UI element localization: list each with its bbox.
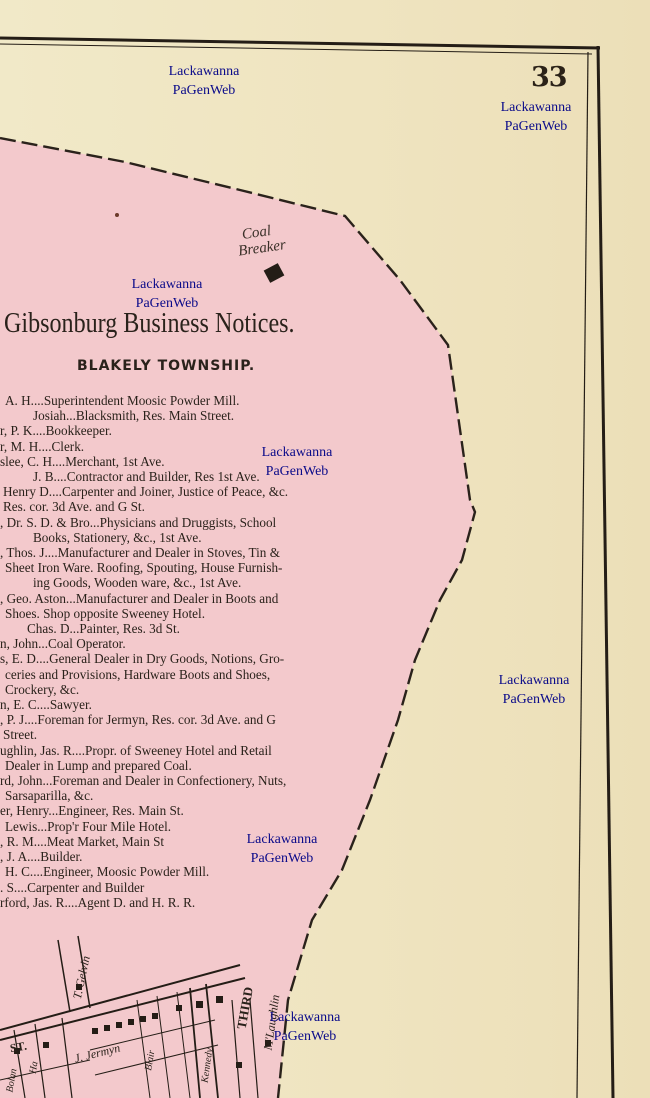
notice-entry: , Dr. S. D. & Bro...Physicians and Druggists, School <box>0 514 277 530</box>
notice-entry: Sarsaparilla, &c. <box>5 788 94 804</box>
notice-entry: r, P. K....Bookkeeper. <box>0 423 112 439</box>
coal-label: Coal <box>240 222 273 243</box>
watermark: Lackawanna PaGenWeb <box>498 673 570 707</box>
right-border-inner <box>577 52 588 1098</box>
notice-entry: n, E. C....Sawyer. <box>0 697 92 713</box>
street-label-misc2: Bolan <box>4 1067 20 1094</box>
notice-entry: Dealer in Lump and prepared Coal. <box>5 757 192 773</box>
watermark: Lackawanna PaGenWeb <box>261 445 333 479</box>
notice-entry: Josiah...Blacksmith, Res. Main Street. <box>33 408 235 424</box>
notice-entry: Chas. D...Painter, Res. 3d St. <box>27 621 180 637</box>
notice-entry: rd, John...Foreman and Dealer in Confectionery, Nuts, <box>0 773 287 789</box>
notice-entry: , Thos. J....Manufacturer and Dealer in Stoves, Tin & <box>0 545 280 561</box>
watermark: Lackawanna PaGenWeb <box>246 832 318 866</box>
notice-entry: Res. cor. 3d Ave. and G St. <box>3 499 145 515</box>
notice-entry: Street. <box>3 727 38 743</box>
notice-entry: , J. A....Builder. <box>0 849 83 865</box>
notice-entry: . S....Carpenter and Builder <box>0 879 145 895</box>
notice-entry: r, M. H....Clerk. <box>0 438 85 454</box>
notice-entry: Henry D....Carpenter and Joiner, Justice of Peace, &c. <box>3 484 289 500</box>
right-border <box>598 46 613 1098</box>
notice-entry: H. C....Engineer, Moosic Powder Mill. <box>5 864 210 880</box>
notice-entry: rford, Jas. R....Agent D. and H. R. R. <box>0 894 196 910</box>
notice-entry: s, E. D....General Dealer in Dry Goods, Notions, Gro- <box>0 651 285 667</box>
map-dot <box>115 213 119 217</box>
notice-entry: Shoes. Shop opposite Sweeney Hotel. <box>5 605 205 621</box>
notice-entry: , R. M....Meat Market, Main St <box>0 833 165 849</box>
notice-entry: ughlin, Jas. R....Propr. of Sweeney Hotel and Retail <box>0 742 272 758</box>
notice-entry: slee, C. H....Merchant, 1st Ave. <box>0 453 165 469</box>
watermark: Lackawanna PaGenWeb <box>131 277 203 311</box>
watermark: Lackawanna PaGenWeb <box>269 1010 341 1044</box>
street-label-kennedy: Kennedy <box>199 1047 216 1084</box>
watermark: Lackawanna PaGenWeb <box>500 100 572 134</box>
notice-entry: Sheet Iron Ware. Roofing, Spouting, House Furnish- <box>5 560 283 576</box>
street-label-jermyn: J. Jermyn <box>72 1040 122 1066</box>
notice-entry: A. H....Superintendent Moosic Powder Mill. <box>5 393 240 408</box>
notice-entry: ing Goods, Wooden ware, &c., 1st Ave. <box>33 575 242 591</box>
top-border <box>0 38 600 48</box>
notices-title: Gibsonburg Business Notices. <box>4 308 295 339</box>
notice-entry: ceries and Provisions, Hardware Boots and Shoes, <box>5 666 271 682</box>
street-label-st: ST. <box>8 1038 28 1056</box>
street-label-gelvin: T. Gelvin <box>70 954 93 1001</box>
notice-entry: , P. J....Foreman for Jermyn, Res. cor. 3d Ave. and G <box>0 712 276 728</box>
notice-entry: er, Henry...Engineer, Res. Main St. <box>0 803 184 819</box>
page-number: 33 <box>531 62 567 93</box>
notice-entry: , Geo. Aston...Manufacturer and Dealer in Boots and <box>0 590 279 606</box>
street-label-misc1: Ha <box>27 1060 41 1075</box>
watermark: Lackawanna PaGenWeb <box>168 64 240 98</box>
street-label-third: THIRD <box>233 985 256 1031</box>
street-label-blair: Blair <box>143 1049 158 1072</box>
notices-subtitle: BLAKELY TOWNSHIP. <box>77 358 256 374</box>
breaker-label: Breaker <box>237 237 287 260</box>
notice-entry: n, John...Coal Operator. <box>0 636 126 652</box>
notice-entry: J. B....Contractor and Builder, Res 1st Ave. <box>33 469 260 485</box>
street-label-mclaughlin: M'Laughlin <box>260 993 283 1052</box>
notice-entry: Crockery, &c. <box>5 681 80 697</box>
coal-breaker-label <box>237 221 287 260</box>
notice-entry: Books, Stationery, &c., 1st Ave. <box>33 529 202 545</box>
notice-entry: Lewis...Prop'r Four Mile Hotel. <box>5 818 172 834</box>
